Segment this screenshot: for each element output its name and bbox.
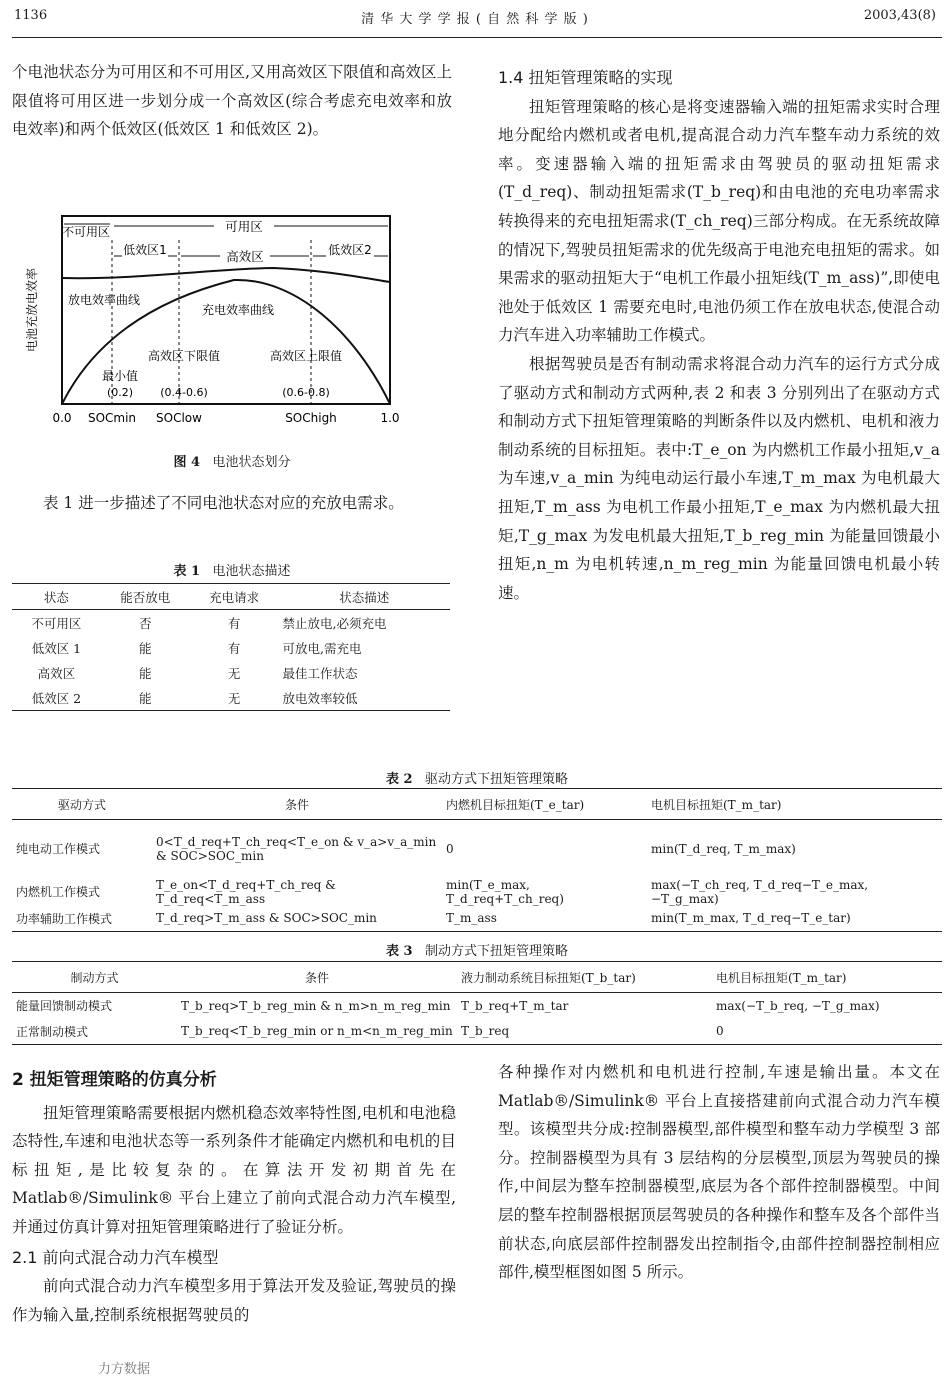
label-unusable: 不可用区 — [61, 225, 111, 239]
lower-limit-label: 高效区下限值 — [147, 349, 221, 363]
y-axis-label: 电池充放电效率 — [25, 267, 39, 353]
right-column-top — [498, 64, 940, 607]
label-high: 高效区 — [226, 249, 264, 264]
t2-cell: 功率辅助工作模式 — [12, 906, 152, 932]
bottom-left-para-1: 扭矩管理策略需要根据内燃机稳态效率特性图,电机和电池稳态特性,车速和电池状态等一系列条件才能确定内燃机和电机的目标扭矩,是比较复杂的。在算法开发初期首先在 Matlab®/Simulink® 平台上建立了前向式混合动力汽车模型,并通过仿真计算对扭矩管理策略进行了验证分析。 — [12, 1103, 456, 1236]
min-label: 最小值 — [101, 369, 139, 383]
t1-cell: 无 — [190, 685, 279, 711]
t1-cell: 低效区 2 — [12, 685, 101, 711]
t3-cell: T_b_req — [457, 1019, 712, 1045]
t1-header: 状态 — [12, 584, 101, 610]
table-row — [12, 610, 450, 636]
table-row — [12, 820, 942, 878]
t2-cell: T_m_ass — [442, 906, 647, 932]
upper-limit-value: (0.6-0.8) — [282, 386, 330, 399]
t3-cell: 0 — [712, 1019, 942, 1045]
bottom-right-column — [498, 1058, 940, 1287]
t1-cell: 能 — [101, 685, 190, 711]
x-tick-soclow: SOClow — [156, 411, 202, 425]
t2-cell: 0<T_d_req+T_ch_req<T_e_on & v_a>v_a_min & SOC>SOC_min — [156, 834, 437, 863]
t2-cell: 0 — [446, 841, 454, 856]
t2-cell: min(T_d_req, T_m_max) — [651, 841, 796, 856]
table-row — [12, 1019, 942, 1045]
t2-cell: 纯电动工作模式 — [16, 842, 101, 857]
t1-cell: 高效区 — [37, 665, 76, 681]
journal-title: 清 华 大 学 学 报 ( 自 然 科 学 版 ) — [361, 12, 589, 27]
table-1-title: 电池状态描述 — [212, 564, 291, 579]
right-para-2: 根据驾驶员是否有制动需求将混合动力汽车的运行方式分成了驱动方式和制动方式两种,表 2 和表 3 分别列出了在驱动方式和制动方式下扭矩管理策略的判断条件以及内燃机、电机和液力制动系统的目标扭矩。表中:T_e_on 为内燃机工作最小扭矩,v_a 为车速,v_a_min 为纯电动运行最小车速,T_m_max 为电机最大扭矩,T_m_ass 为电机工作最小扭矩,T_e_max 为内燃机最大扭矩,T_g_max 为发电机最大扭矩,T_b_reg_min 为能量回馈最小扭矩,n_m 为电机转速,n_m_reg_min 为能量回馈电机最小转速。 — [498, 354, 940, 602]
t2-cell: 内燃机工作模式 — [16, 885, 101, 899]
t3-cell: T_b_req>T_b_reg_min & n_m>n_m_reg_min — [181, 998, 451, 1013]
t2-cell: T_e_on<T_d_req+T_ch_req & T_d_req<T_m_ass — [156, 877, 336, 906]
discharge-curve — [62, 268, 390, 282]
t1-cell: 不可用区 — [31, 615, 82, 631]
left-para-2: 表 1 进一步描述了不同电池状态对应的充放电需求。 — [43, 494, 404, 512]
t3-cell: 能量回馈制动模式 — [16, 999, 113, 1014]
right-para-1: 扭矩管理策略的核心是将变速器输入端的扭矩需求实时合理地分配给内燃机或者电机,提高混合动力汽车整车动力系统的效率。变速器输入端的扭矩需求由驾驶员的驱动扭矩需求(T_d_req)、制动扭矩需求(T_b_req)和由电池的充电功率需求转换得来的充电扭矩需求(T_ch_req)三部分构成。在无系统故障的情况下,驾驶员扭矩需求的优先级高于电池充电扭矩的需求。如果需求的驱动扭矩大于“电机工作最小扭矩线(T_m_ass)”,即使电池处于低效区 1 需要充电时,电池仍须工作在放电状态,使混合动力汽车进入功率辅助工作模式。 — [498, 97, 940, 345]
table-row — [12, 635, 450, 660]
t2-cell: min(T_m_max, T_d_req−T_e_tar) — [647, 906, 942, 932]
section-1-4-heading: 1.4 扭矩管理策略的实现 — [498, 68, 673, 87]
label-low1: 低效区1 — [123, 243, 167, 257]
table-2 — [12, 788, 942, 932]
table-2-caption — [12, 768, 942, 787]
x-tick-sochigh: SOChigh — [285, 411, 337, 425]
issue-info: 2003,43(8) — [863, 8, 936, 23]
t1-header: 充电请求 — [190, 584, 279, 610]
t3-cell: T_b_req<T_b_reg_min or n_m<n_m_reg_min — [177, 1019, 457, 1045]
left-column-top — [12, 58, 452, 144]
t1-header: 能否放电 — [101, 584, 190, 610]
table-row — [12, 660, 450, 685]
watermark-text: 力方数据 — [98, 1362, 151, 1377]
label-low2: 低效区2 — [328, 243, 372, 257]
t1-cell: 可放电,需充电 — [282, 640, 362, 656]
t2-header: 电机目标扭矩(T_m_tar) — [647, 789, 942, 820]
t1-cell: 最佳工作状态 — [282, 665, 358, 681]
t2-header: 驱动方式 — [12, 789, 152, 820]
figure-4-number: 图 4 — [173, 455, 201, 470]
t2-cell: max(−T_ch_req, T_d_req−T_e_max, −T_g_max) — [651, 877, 869, 906]
upper-limit-label: 高效区上限值 — [269, 349, 343, 363]
t3-header: 制动方式 — [12, 962, 177, 993]
table-3-caption — [12, 940, 942, 959]
table-row — [12, 906, 942, 932]
table-2-title: 驱动方式下扭矩管理策略 — [424, 772, 568, 787]
t1-cell: 放电效率较低 — [278, 685, 450, 711]
left-column-mid — [12, 489, 452, 518]
t2-cell: min(T_e_max, T_d_req+T_ch_req) — [446, 877, 564, 906]
bottom-right-para-1: 各种操作对内燃机和电机进行控制,车速是输出量。本文在 Matlab®/Simulink® 平台上直接搭建前向式混合动力汽车模型。该模型共分成:控制器模型,部件模型和整车动力学模型 3 部分。控制器模型为具有 3 层结构的分层模型,顶层为驾驶员的操作,中间层为整车控制器模型,底层为各个部件控制器模型。中间层的整车控制器根据顶层驾驶员的各种操作和整车及各个部件当前状态,向底层部件控制器发出控制指令,由部件控制器控制相应部件,模型框图如图 5 所示。 — [498, 1063, 940, 1282]
t1-cell: 无 — [227, 665, 241, 681]
bottom-left-para-2: 前向式混合动力汽车模型多用于算法开发及验证,驾驶员的操作为输入量,控制系统根据驾驶员的 — [12, 1277, 456, 1324]
table-1 — [12, 583, 450, 711]
t2-cell: T_d_req>T_m_ass & SOC>SOC_min — [152, 906, 442, 932]
table-1-number: 表 1 — [173, 564, 201, 579]
t3-cell: T_b_req+T_m_tar — [461, 998, 569, 1013]
t1-cell: 低效区 1 — [31, 640, 82, 656]
t1-cell: 否 — [138, 615, 152, 631]
bottom-left-column — [12, 1066, 456, 1329]
t2-header: 条件 — [152, 789, 442, 820]
t2-header: 内燃机目标扭矩(T_e_tar) — [442, 789, 647, 820]
section-2-1-heading: 2.1 前向式混合动力汽车模型 — [12, 1247, 219, 1267]
t3-header: 液力制动系统目标扭矩(T_b_tar) — [457, 962, 712, 993]
t3-header: 条件 — [177, 962, 457, 993]
t1-cell: 有 — [227, 615, 241, 631]
table-row — [12, 993, 942, 1019]
t1-cell: 有 — [227, 640, 241, 656]
x-tick-socmin: SOCmin — [87, 411, 137, 425]
section-2-heading: 2 扭矩管理策略的仿真分析 — [12, 1070, 217, 1090]
table-row — [12, 878, 942, 906]
table-3-number: 表 3 — [386, 944, 413, 959]
figure-4-caption — [12, 451, 452, 470]
page-number: 1136 — [14, 8, 48, 23]
t3-header: 电机目标扭矩(T_m_tar) — [712, 962, 942, 993]
t1-cell: 能 — [138, 640, 152, 656]
t3-cell: max(−T_b_req, −T_g_max) — [716, 998, 880, 1013]
min-value: (0.2) — [106, 386, 134, 399]
t1-header: 状态描述 — [278, 584, 450, 610]
left-para-1: 个电池状态分为可用区和不可用区,又用高效区下限值和高效区上限值将可用区进一步划分成一个高效区(综合考虑充电效率和放电效率)和两个低效区(低效区 1 和低效区 2)。 — [12, 63, 452, 139]
table-2-number: 表 2 — [386, 772, 413, 787]
header-rule — [12, 37, 942, 38]
table-row — [12, 685, 450, 711]
figure-4-battery-state-chart — [24, 210, 404, 440]
lower-limit-value: (0.4-0.6) — [160, 386, 208, 399]
x-tick-0: 0.0 — [52, 411, 72, 425]
discharge-curve-label: 放电效率曲线 — [68, 293, 141, 307]
charge-curve-label: 充电效率曲线 — [202, 303, 275, 317]
table-1-caption — [12, 560, 452, 579]
table-3 — [12, 961, 942, 1045]
table-3-title: 制动方式下扭矩管理策略 — [424, 944, 568, 959]
x-tick-1: 1.0 — [380, 411, 400, 425]
t1-cell: 禁止放电,必须充电 — [282, 615, 387, 631]
label-usable: 可用区 — [225, 219, 263, 234]
t1-cell: 能 — [138, 665, 152, 681]
t3-cell: 正常制动模式 — [12, 1019, 177, 1045]
figure-4-title: 电池状态划分 — [212, 455, 291, 470]
